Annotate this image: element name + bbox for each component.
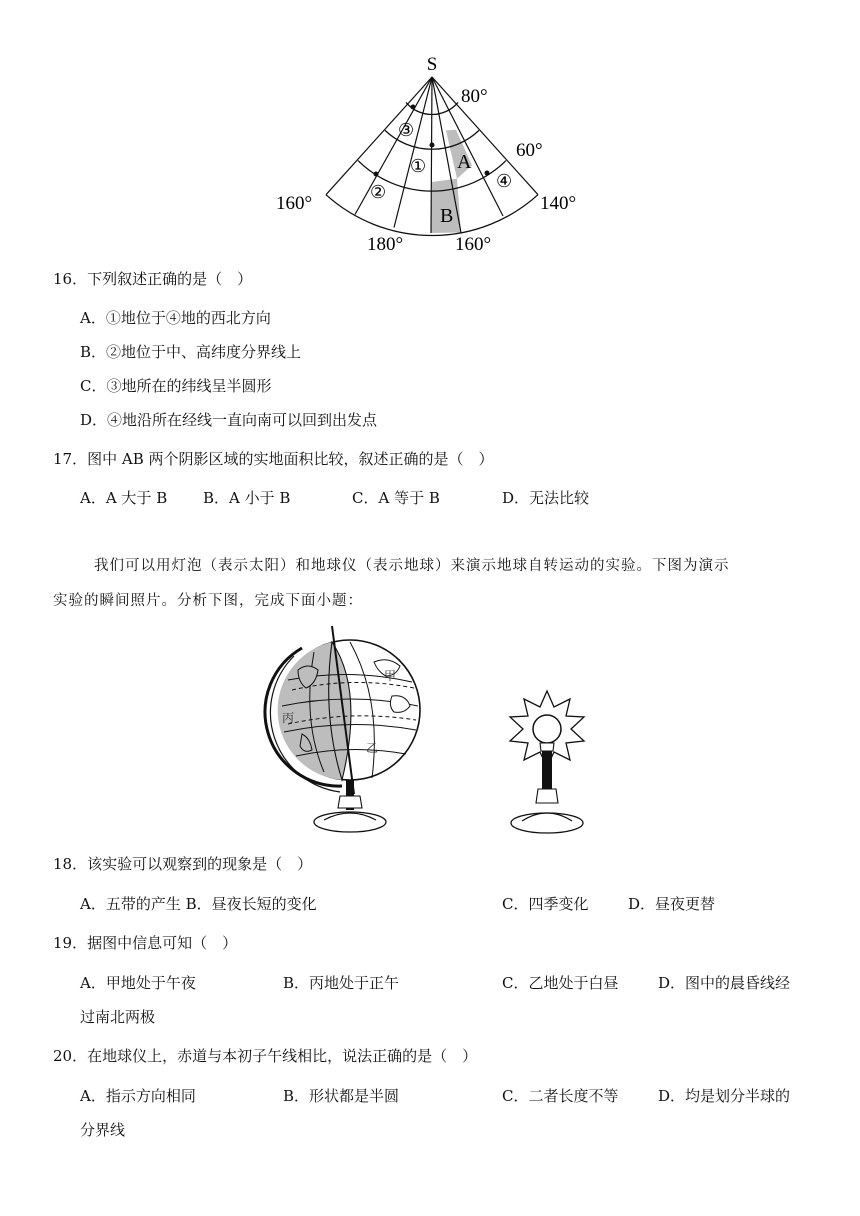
q17-option-d[interactable]: D．无法比较: [502, 489, 590, 507]
bulb-icon: [533, 715, 561, 743]
q19-stem: 19．据图中信息可知（ ）: [53, 934, 238, 952]
q18-option-c[interactable]: C．四季变化: [502, 895, 589, 913]
q16-option-b[interactable]: B．②地位于中、高纬度分界线上: [80, 343, 302, 361]
q16-option-d[interactable]: D．④地沿所在经线一直向南可以回到出发点: [80, 411, 378, 429]
lon-right-label: 140°: [540, 193, 577, 214]
lon-bottom-160-label: 160°: [455, 234, 492, 255]
q19-option-b[interactable]: B．丙地处于正午: [283, 974, 400, 992]
q16-option-a[interactable]: A．①地位于④地的西北方向: [80, 309, 271, 327]
area-b-label: B: [440, 205, 454, 227]
q19-option-c[interactable]: C．乙地处于白昼: [502, 974, 619, 992]
point-3-dot: [411, 105, 416, 110]
q20-option-d-continued: 分界线: [80, 1121, 126, 1139]
lon-left-label: 160°: [276, 193, 313, 214]
pole-label: S: [426, 54, 438, 75]
q19-option-a[interactable]: A．甲地处于午夜: [80, 974, 196, 992]
point-3-label: ③: [398, 120, 415, 140]
q19-option-d[interactable]: D．图中的晨昏线经: [658, 974, 791, 992]
polar-fan-diagram: [270, 50, 600, 260]
lon-bottom-180-label: 180°: [367, 234, 404, 255]
lat-80-label: 80°: [461, 86, 488, 107]
point-1-label: ①: [410, 156, 427, 176]
q17-option-a[interactable]: A．A 大于 B: [80, 489, 168, 507]
q17-option-b[interactable]: B．A 小于 B: [203, 489, 291, 507]
intro-line-1: 我们可以用灯泡（表示太阳）和地球仪（表示地球）来演示地球自转运动的实验。下图为演示: [94, 558, 730, 574]
lat-60-label: 60°: [516, 140, 543, 161]
globe-label-yi: 乙: [366, 741, 379, 755]
globe-label-bing: 丙: [282, 711, 295, 725]
bulb-base: [511, 813, 583, 833]
bulb-sun-figure: [500, 685, 600, 837]
q16-option-c[interactable]: C．③地所在的纬线呈半圆形: [80, 377, 272, 395]
q18-option-ab[interactable]: A．五带的产生 B．昼夜长短的变化: [80, 895, 317, 913]
area-a-label: A: [457, 151, 472, 173]
q18-option-d[interactable]: D．昼夜更替: [628, 895, 716, 913]
q18-stem: 18．该实验可以观察到的现象是（ ）: [53, 855, 313, 873]
point-1-dot: [430, 143, 435, 148]
point-2-label: ②: [370, 182, 387, 202]
q16-stem: 16．下列叙述正确的是（ ）: [53, 270, 253, 288]
q20-option-c[interactable]: C．二者长度不等: [502, 1087, 619, 1105]
point-2-dot: [374, 172, 379, 177]
globe-figure: [262, 620, 442, 840]
q20-option-b[interactable]: B．形状都是半圆: [283, 1087, 400, 1105]
q20-stem: 20．在地球仪上，赤道与本初子午线相比，说法正确的是（ ）: [53, 1047, 478, 1065]
intro-line-2: 实验的瞬间照片。分析下图，完成下面小题：: [53, 593, 363, 609]
q19-option-d-continued: 过南北两极: [80, 1008, 156, 1026]
q17-option-c[interactable]: C．A 等于 B: [352, 489, 440, 507]
globe-base: [314, 812, 386, 832]
point-4-label: ④: [496, 171, 513, 191]
globe-label-jia: 甲: [384, 669, 397, 683]
q20-option-a[interactable]: A．指示方向相同: [80, 1087, 196, 1105]
q17-stem: 17．图中 AB 两个阴影区域的实地面积比较，叙述正确的是（ ）: [53, 450, 494, 468]
point-4-dot: [485, 171, 490, 176]
q20-option-d[interactable]: D．均是划分半球的: [658, 1087, 791, 1105]
